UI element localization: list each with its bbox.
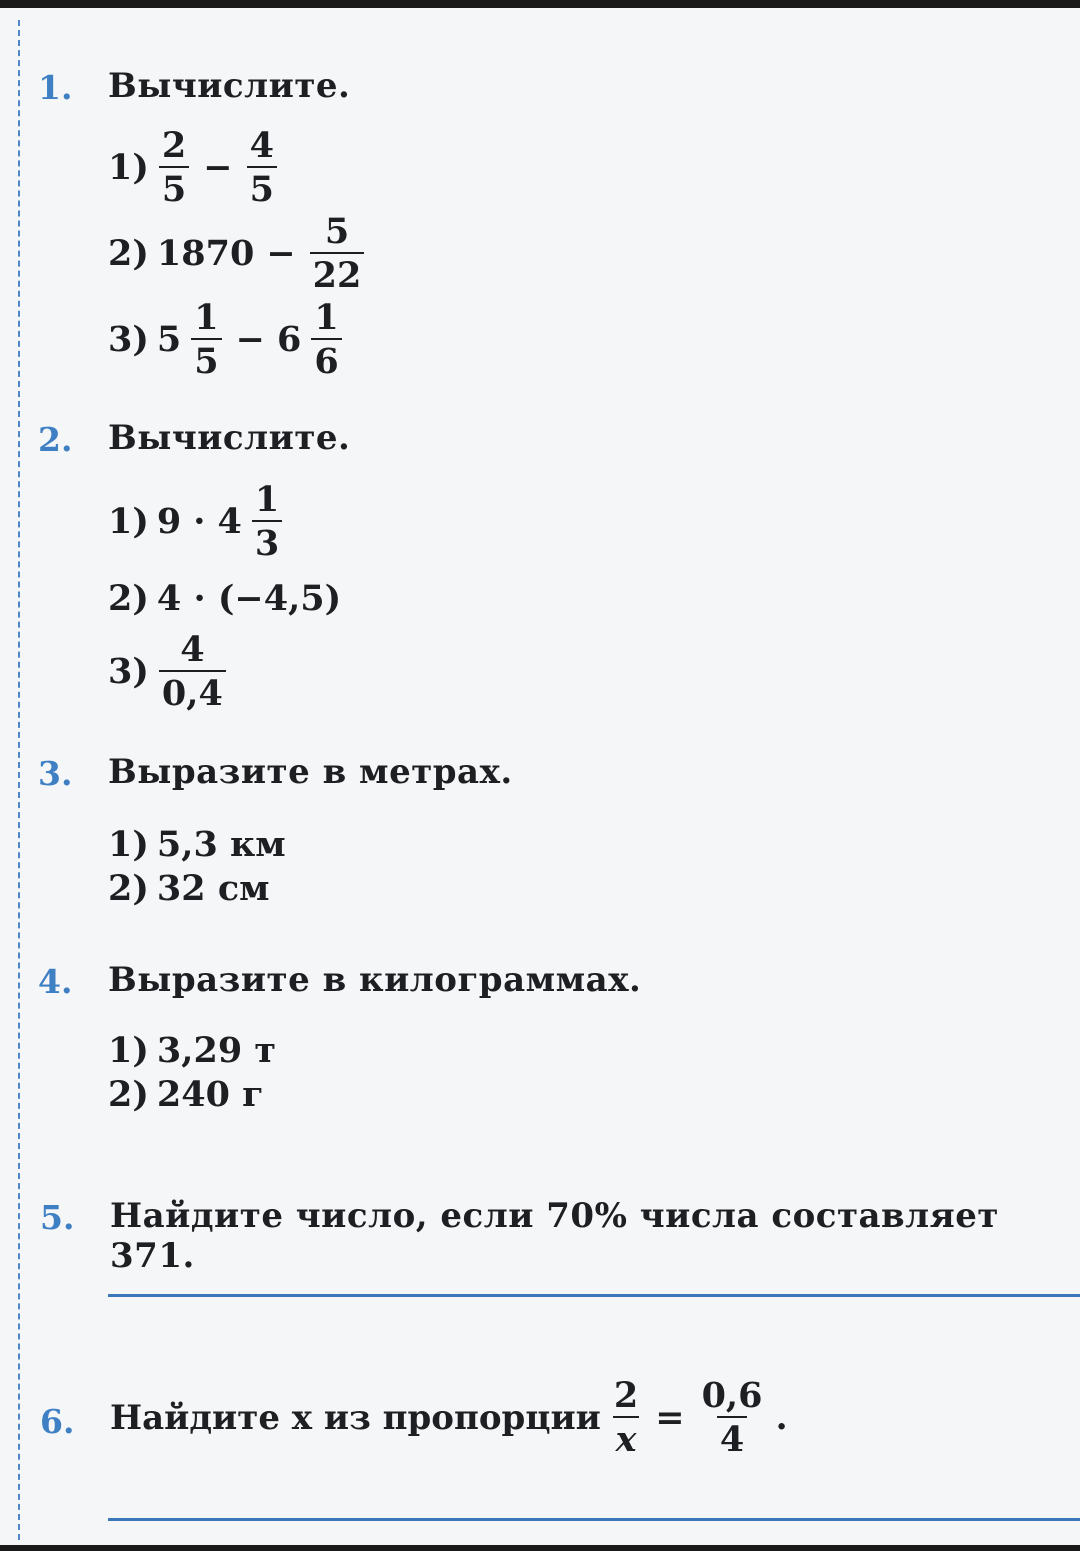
task-heading: Выразите в метрах. (108, 752, 513, 792)
denominator: 6 (311, 338, 341, 379)
item-label: 1) (108, 501, 149, 542)
task-1-item-1 (108, 125, 279, 210)
task-number: 3. (38, 754, 73, 793)
operator: − (235, 319, 265, 360)
task-4-item-2 (108, 1074, 264, 1115)
denominator: 22 (310, 252, 365, 293)
fraction (252, 479, 282, 564)
task-number: 2. (38, 420, 73, 459)
task-3-item-1 (108, 824, 286, 865)
denominator: x (613, 1416, 640, 1457)
fraction (159, 125, 189, 210)
item-text: 32 см (156, 868, 270, 909)
item-label: 1) (108, 824, 149, 865)
operator: − (203, 147, 233, 188)
bottom-border (0, 1545, 1080, 1551)
denominator: 4 (717, 1416, 747, 1457)
item-label: 1) (108, 1030, 149, 1071)
period: . (775, 1397, 788, 1438)
whole-number: 1870 (156, 233, 255, 274)
item-label: 3) (108, 651, 149, 692)
denominator: 0,4 (159, 670, 226, 711)
mixed-whole: 4 (217, 501, 242, 542)
task-number: 6. (40, 1402, 75, 1441)
answer-line (108, 1294, 1080, 1297)
numerator: 5 (324, 211, 350, 252)
item-label: 3) (108, 319, 149, 360)
equals-sign: = (655, 1397, 685, 1438)
cut-line-dashed (18, 20, 20, 1540)
numerator: 2 (613, 1375, 639, 1416)
item-label: 2) (108, 868, 149, 909)
item-text: 5,3 км (156, 824, 286, 865)
task-4-item-1 (108, 1030, 276, 1071)
numerator: 4 (180, 629, 205, 670)
task-heading: Найдите число, если 70% числа составляет 371. (110, 1196, 999, 1276)
item-label: 2) (108, 1074, 149, 1115)
numerator: 4 (249, 125, 274, 166)
numerator: 1 (314, 297, 339, 338)
denominator: 5 (247, 166, 277, 207)
factor: 9 (156, 501, 182, 542)
fraction (191, 297, 221, 382)
item-label: 2) (108, 233, 149, 274)
item-text: 240 г (156, 1074, 264, 1115)
denominator: 3 (252, 520, 282, 561)
task-1-item-2 (108, 211, 366, 296)
task-number: 4. (38, 962, 73, 1001)
task-1-item-3 (108, 297, 344, 382)
item-label: 2) (108, 578, 149, 619)
item-label: 1) (108, 147, 149, 188)
task-heading: Вычислите. (108, 66, 351, 106)
task-3-item-2 (108, 868, 270, 909)
answer-line (108, 1518, 1080, 1521)
denominator: 5 (191, 338, 221, 379)
item-text: 3,29 т (156, 1030, 277, 1071)
task-2-item-1 (108, 479, 284, 564)
operator: · (193, 501, 206, 542)
task-number: 1. (38, 68, 73, 107)
numerator: 0,6 (701, 1375, 763, 1416)
task-2-item-3 (108, 629, 228, 714)
fraction (311, 297, 341, 382)
expression: 4 · (−4,5) (156, 578, 342, 619)
task-2-item-2 (108, 578, 341, 619)
fraction (699, 1375, 766, 1460)
operator: − (266, 233, 296, 274)
task-6-content (110, 1375, 788, 1460)
task-heading: Найдите x из пропорции (110, 1397, 601, 1438)
mixed-whole: 6 (276, 319, 302, 360)
fraction (310, 211, 365, 296)
task-heading: Выразите в килограммах. (108, 960, 642, 1000)
task-number: 5. (40, 1198, 75, 1237)
fraction (611, 1375, 641, 1460)
numerator: 1 (254, 479, 280, 520)
numerator: 1 (194, 297, 219, 338)
fraction (247, 125, 277, 210)
mixed-whole: 5 (156, 319, 182, 360)
top-border (0, 0, 1080, 8)
task-heading: Вычислите. (108, 418, 351, 458)
fraction (159, 629, 226, 714)
numerator: 2 (161, 125, 187, 166)
denominator: 5 (159, 166, 189, 207)
